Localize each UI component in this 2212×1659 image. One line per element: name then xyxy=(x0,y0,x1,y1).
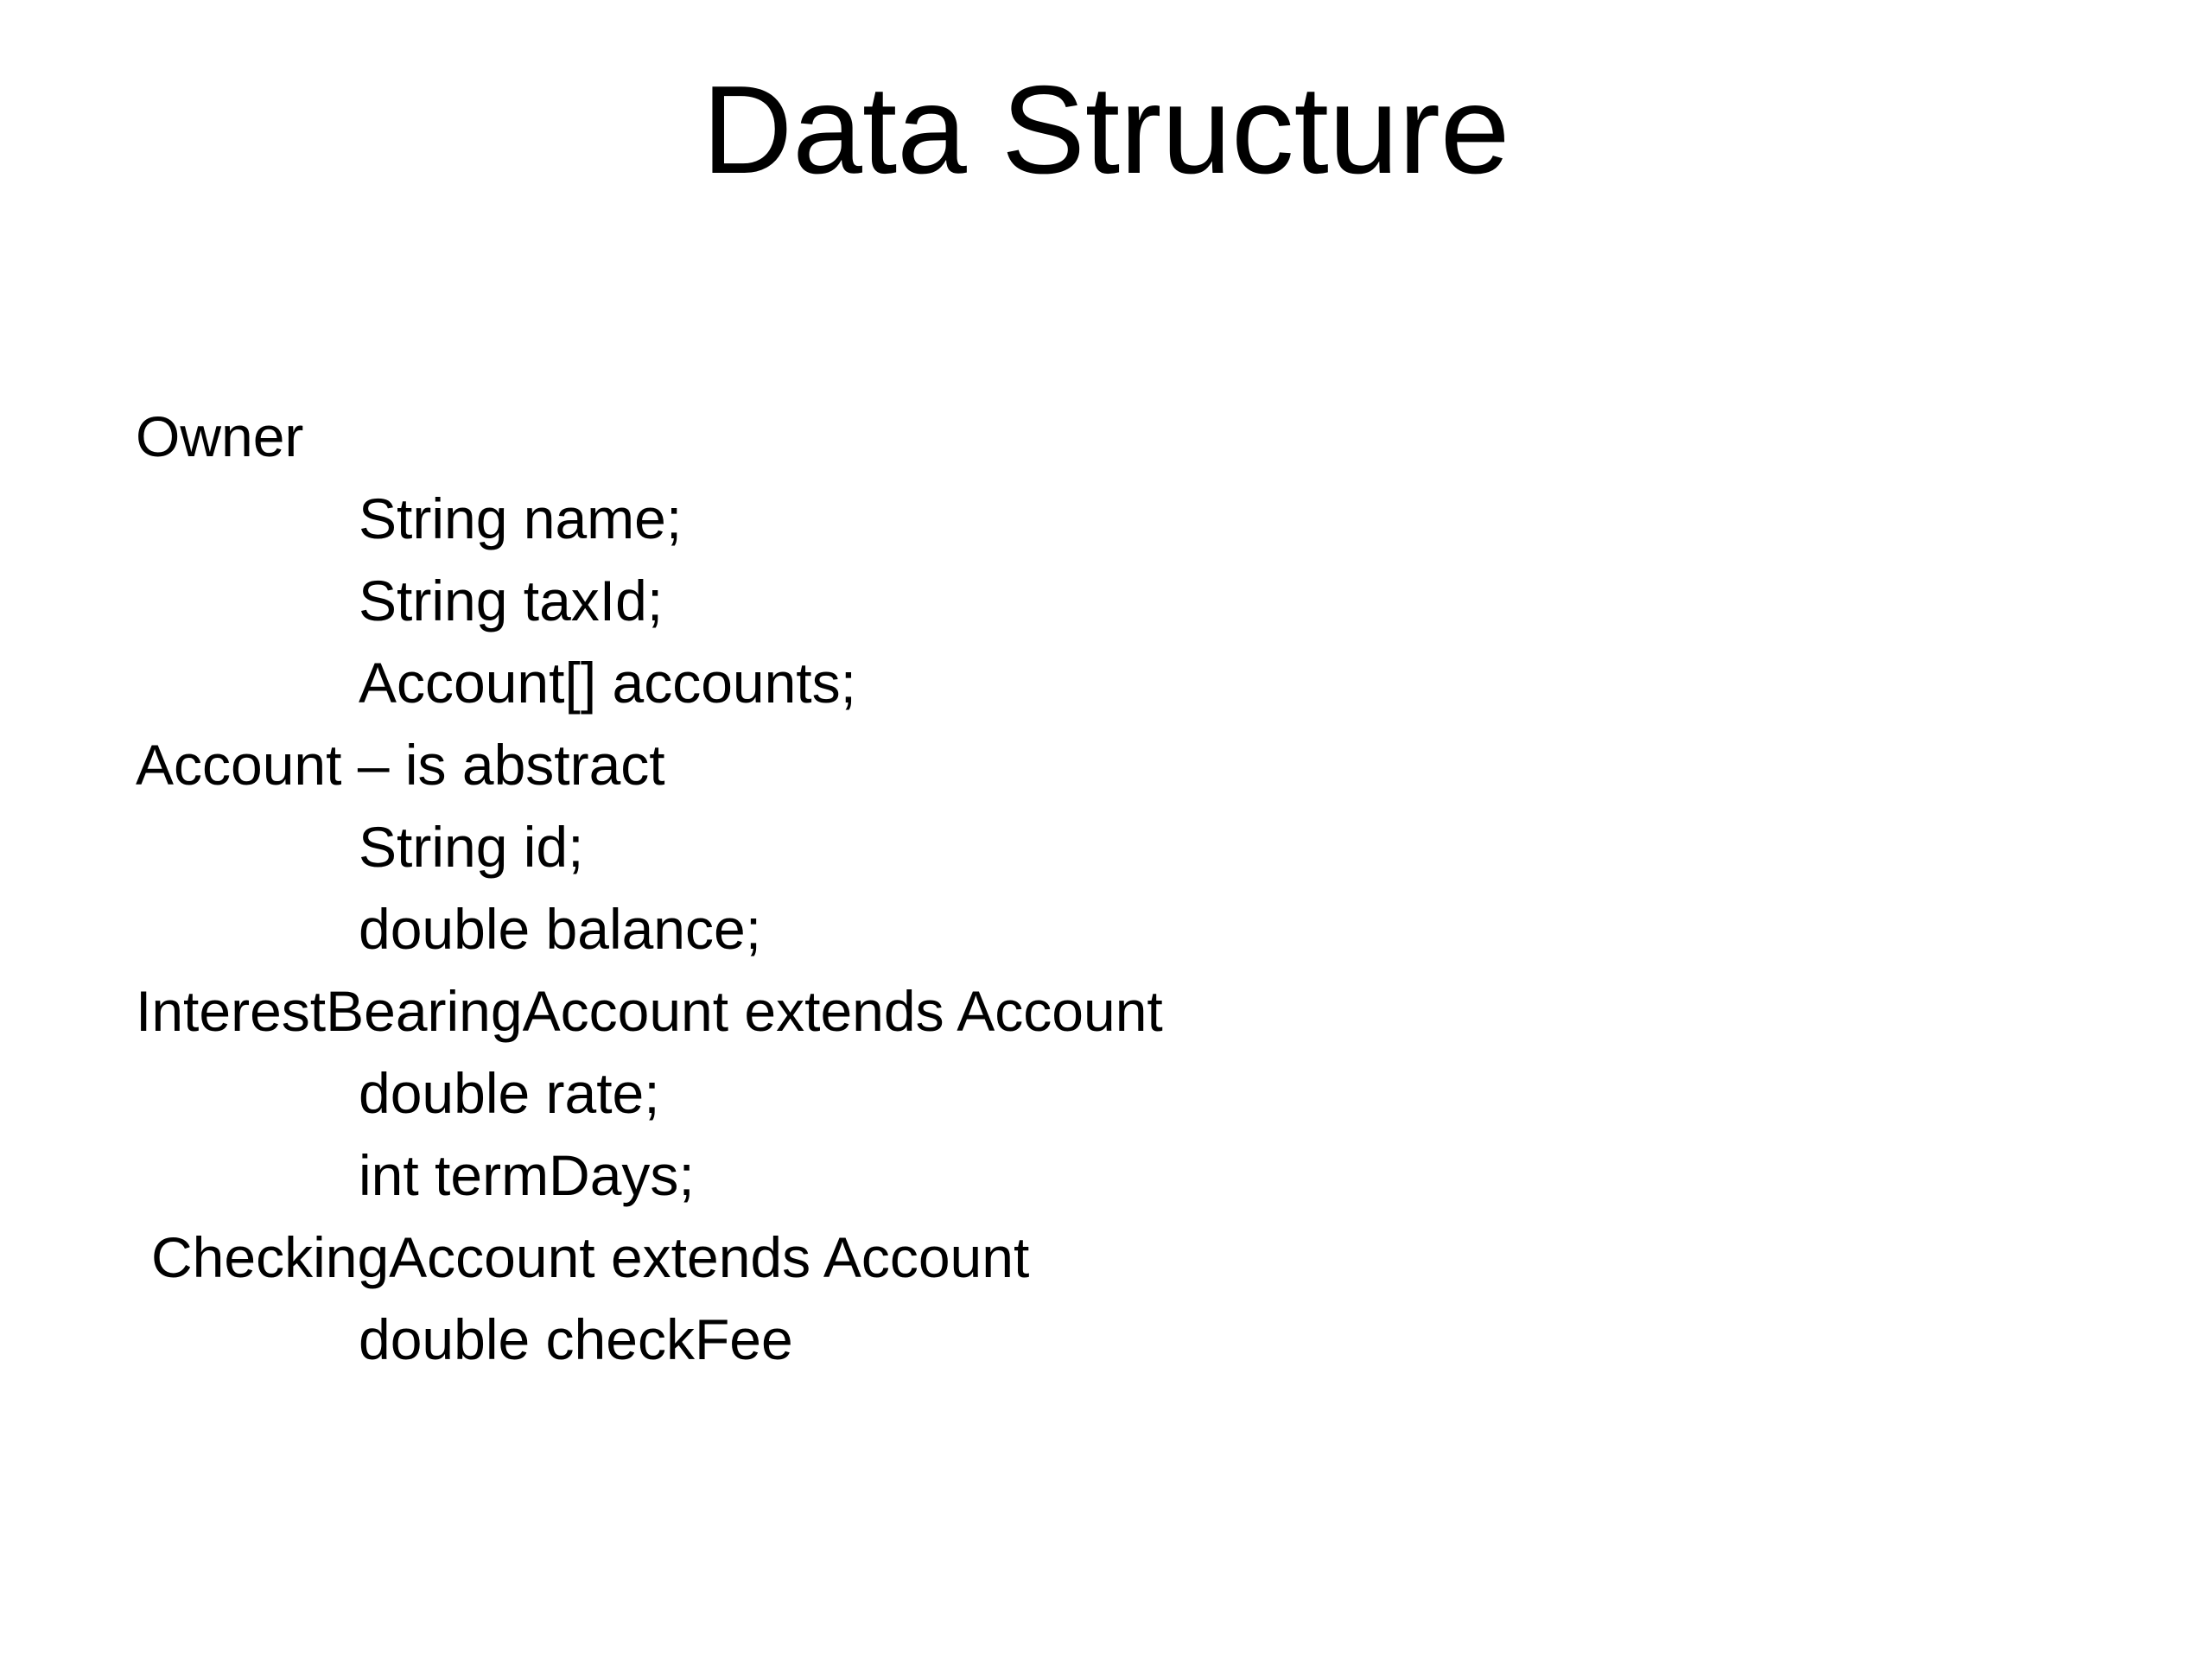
field-checking-check-fee: double checkFee xyxy=(359,1307,793,1371)
slide-body xyxy=(136,396,2123,1381)
class-account: Account – is abstract xyxy=(136,733,665,797)
field-interest-term-days: int termDays; xyxy=(359,1143,695,1207)
field-account-balance: double balance; xyxy=(359,897,762,961)
slide-title: Data Structure xyxy=(702,60,1510,200)
class-checking-account: CheckingAccount extends Account xyxy=(151,1225,1030,1289)
class-interest-bearing-account: InterestBearingAccount extends Account xyxy=(136,979,1163,1043)
field-owner-name: String name; xyxy=(359,486,683,550)
field-owner-accounts: Account[] accounts; xyxy=(359,651,856,715)
class-owner: Owner xyxy=(136,404,304,468)
field-owner-taxid: String taxId; xyxy=(359,569,664,632)
field-account-id: String id; xyxy=(359,815,584,879)
field-interest-rate: double rate; xyxy=(359,1061,660,1125)
